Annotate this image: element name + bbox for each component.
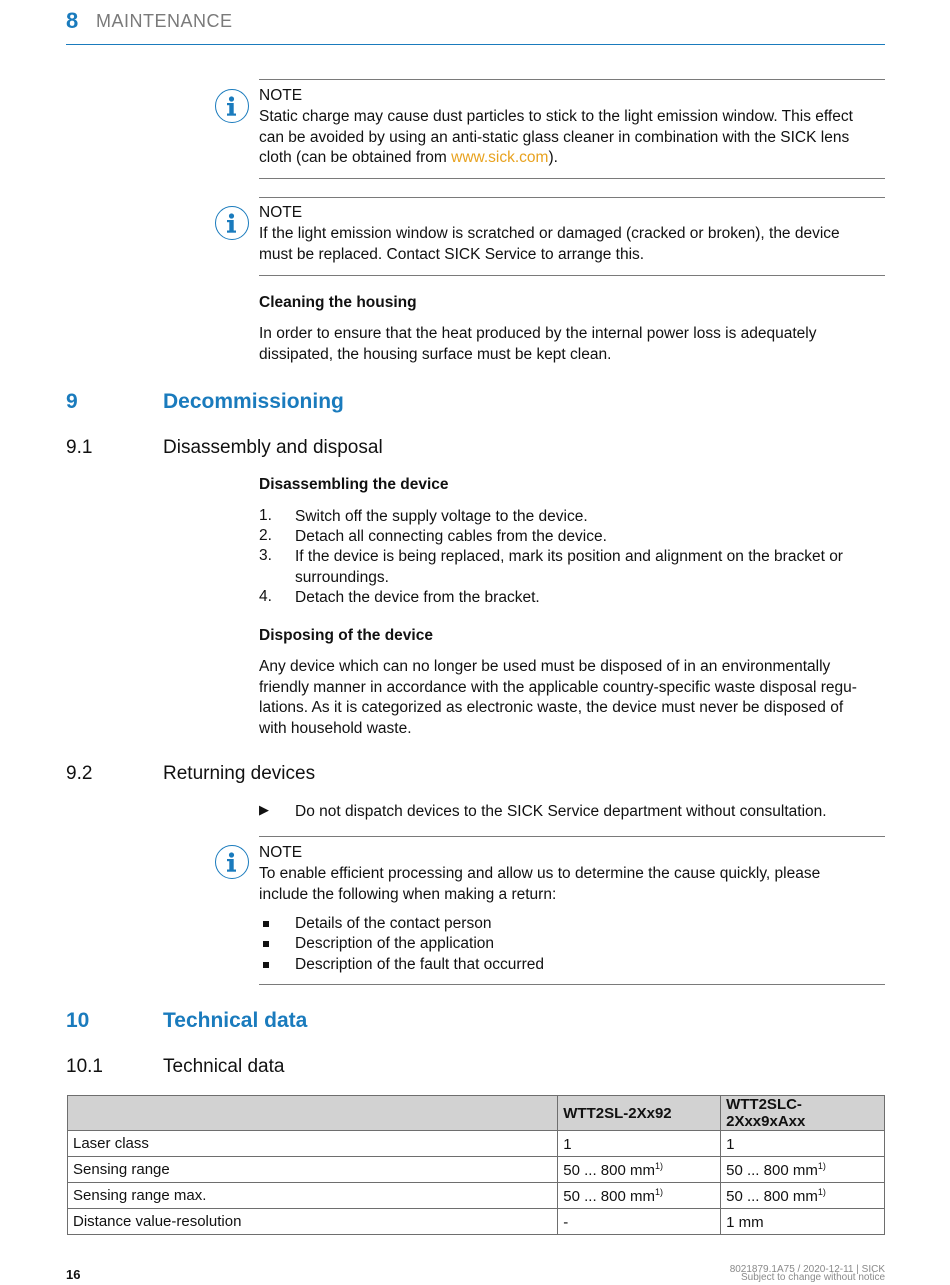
table-row [68,1131,885,1157]
step-number: 3. [259,547,272,564]
note-label: NOTE [259,87,303,104]
note-top-rule [259,836,885,837]
chapter-title: MAINTENANCE [96,11,233,31]
section-number: 9 [66,390,78,413]
sick-website-link[interactable]: www.sick.com [451,149,549,166]
bullet-text: Description of the application [295,935,495,952]
bullet-square-icon [263,941,269,947]
note-bottom-rule [259,275,885,276]
paragraph-line: dissipated, the housing surface must be kept clean. [259,345,612,363]
subheading-disposing: Disposing of the device [259,627,433,644]
subsection-number: 9.2 [66,763,93,784]
table-cell [721,1209,885,1235]
chapter-number: 8 [66,8,79,33]
paragraph-line: Any device which can no longer be used must be disposed of in an environmentally [259,658,831,675]
action-text: Do not dispatch devices to the SICK Service department without consultation. [295,803,827,820]
header-divider [66,44,885,45]
note-line: can be avoided by using an anti-static glass cleaner in combination with the SICK lens [259,128,850,146]
step-text: Detach the device from the bracket. [295,589,540,606]
technical-data-table [67,1095,885,1235]
paragraph-line: with household waste. [259,719,412,737]
cleaning-text [259,324,889,365]
note-bottom-rule [259,984,885,985]
subsection-title: Disassembly and disposal [163,437,383,458]
footer-disclaimer: Subject to change without notice [741,1272,885,1283]
bullet-square-icon [263,921,269,927]
cell-value: 50 ... 800 mm [563,1161,655,1179]
row-label: Sensing range [68,1157,558,1183]
step-number: 1. [259,507,272,524]
info-icon [215,89,249,123]
subheading-cleaning: Cleaning the housing [259,294,417,311]
info-icon [215,845,249,879]
note-line-prefix: cloth (can be obtained from [259,149,452,166]
cell-value: 50 ... 800 mm [563,1187,655,1205]
cell-value: 1 [563,1135,572,1153]
table-cell [721,1183,885,1209]
cell-value: 50 ... 800 mm [726,1161,818,1179]
step-text: Detach all connecting cables from the device. [295,528,607,545]
table-row [68,1183,885,1209]
note-top-rule [259,79,885,80]
paragraph-line: In order to ensure that the heat produced by the internal power loss is adequately [259,325,817,342]
table-row [68,1157,885,1183]
note-line: must be replaced. Contact SICK Service to arrange this. [259,245,645,263]
step-text: Switch off the supply voltage to the device. [295,508,588,525]
table-cell [558,1183,721,1209]
paragraph-line: friendly manner in accordance with the applicable country-specific waste disposal regu- [259,678,857,696]
note-line [259,148,889,169]
footnote-ref: 1) [654,1186,663,1197]
row-label: Distance value-resolution [68,1209,558,1235]
subsection-title: Technical data [163,1056,285,1077]
cell-value: 50 ... 800 mm [726,1187,818,1205]
cell-value: - [563,1213,569,1231]
footnote-ref: 1) [817,1186,826,1197]
table-header-cell: WTT2SLC-2Xxx9xAxx [721,1096,885,1131]
table-header-cell: WTT2SL-2Xx92 [558,1096,721,1131]
note-text [259,224,889,265]
table-cell [721,1157,885,1183]
page-number: 16 [66,1267,81,1282]
section-title: Decommissioning [163,390,344,413]
step-text-line: If the device is being replaced, mark its position and alignment on the bracket or [295,548,843,565]
bullet-text: Description of the fault that occurred [295,956,544,973]
info-icon [215,206,249,240]
note-bottom-rule [259,178,885,179]
table-cell [721,1131,885,1157]
row-label: Laser class [68,1131,558,1157]
subsection-title: Returning devices [163,763,316,784]
note-label: NOTE [259,204,303,221]
note-line: To enable efficient processing and allow us to determine the cause quickly, please [259,865,821,882]
section-title: Technical data [163,1009,308,1032]
bullet-square-icon [263,962,269,968]
section-number: 10 [66,1009,90,1032]
footnote-ref: 1) [654,1160,663,1171]
table-row [68,1209,885,1235]
footnote-ref: 1) [817,1160,826,1171]
action-arrow-icon: ▶ [259,802,269,817]
note-line-suffix: ). [548,149,558,166]
bullet-text: Details of the contact person [295,915,492,932]
step-text-line: surroundings. [295,568,389,586]
document-reference: 8021879.1A75 / 2020-12-11 | SICK [729,1264,885,1275]
table-header-row [68,1096,885,1131]
step-number: 4. [259,588,272,605]
row-label: Sensing range max. [68,1183,558,1209]
note-line: include the following when making a return: [259,885,557,903]
cell-value: 1 [726,1135,735,1153]
cell-value: 1 mm [726,1213,764,1231]
note-line: If the light emission window is scratched or damaged (cracked or broken), the device [259,225,840,242]
note-top-rule [259,197,885,198]
table-header-cell [68,1096,558,1131]
disposing-text [259,657,889,739]
note-line: Static charge may cause dust particles to stick to the light emission window. This effect [259,108,853,125]
step-text [295,547,885,588]
table-cell [558,1157,721,1183]
note-text [259,107,889,169]
note-text [259,864,889,905]
subsection-number: 9.1 [66,437,93,458]
step-number: 2. [259,527,272,544]
table-cell [558,1131,721,1157]
paragraph-line: lations. As it is categorized as electronic waste, the device must never be disposed of [259,699,844,716]
subheading-disassembling: Disassembling the device [259,476,449,493]
table-cell [558,1209,721,1235]
note-label: NOTE [259,844,303,861]
subsection-number: 10.1 [66,1056,103,1077]
